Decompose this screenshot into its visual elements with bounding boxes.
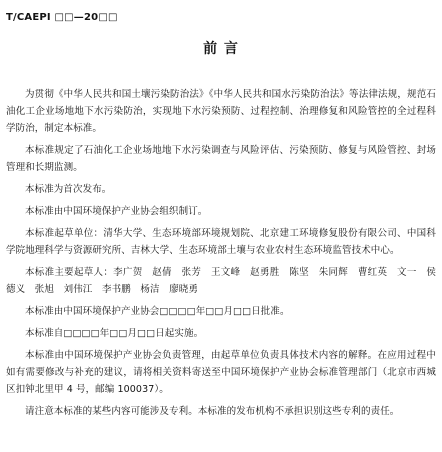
paragraph-implementation: 本标准自□□□□年□□月□□日起实施。 <box>25 328 204 339</box>
paragraph-drafting-units: 本标准起草单位：清华大学、生态环境部环境规划院、北京建工环境修复股份有限公司、中国科学院地理科学与资源研究所、吉林大学、生态环境部土壤与农业农村生态环境监管技术中心。 <box>6 228 436 256</box>
paragraph-scope: 本标准规定了石油化工企业场地地下水污染调查与风险评估、污染预防、修复与风险管控、封场管理和长期监测。 <box>6 145 436 173</box>
paragraph-first-release: 本标准为首次发布。 <box>25 184 112 195</box>
page-title: 前 言 <box>203 41 239 57</box>
foreword-body <box>6 86 436 420</box>
paragraph-management: 本标准由中国环境保护产业协会负责管理，由起草单位负责具体技术内容的解释。在应用过程中如有需要修改与补充的建议，请将相关资料寄送至中国环境保护产业协会标准管理部门（北京市西城区扣钟北里甲 4 号，邮编 100037）。 <box>6 350 436 395</box>
paragraph-patent-notice: 请注意本标准的某些内容可能涉及专利。本标准的发布机构不承担识别这些专利的责任。 <box>25 406 400 417</box>
paragraph-purpose: 为贯彻《中华人民共和国土壤污染防治法》《中华人民共和国水污染防治法》等法律法规，规范石油化工企业场地地下水污染防治，实现地下水污染预防、过程控制、治理修复和风险管控的全过程科学防治，制定本标准。 <box>6 89 436 134</box>
paragraph-approval: 本标准由中国环境保护产业协会□□□□年□□月□□日批准。 <box>25 306 290 317</box>
standard-number: T/CAEPI □□—20□□ <box>6 12 118 23</box>
paragraph-drafters: 本标准主要起草人：李广贺 赵倩 张芳 王文峰 赵勇胜 陈坚 朱同辉 曹红英 文一 侯德义 张旭 刘伟江 李书鹏 杨洁 廖晓勇 <box>6 267 436 295</box>
paragraph-organizer: 本标准由中国环境保护产业协会组织制订。 <box>25 206 208 217</box>
